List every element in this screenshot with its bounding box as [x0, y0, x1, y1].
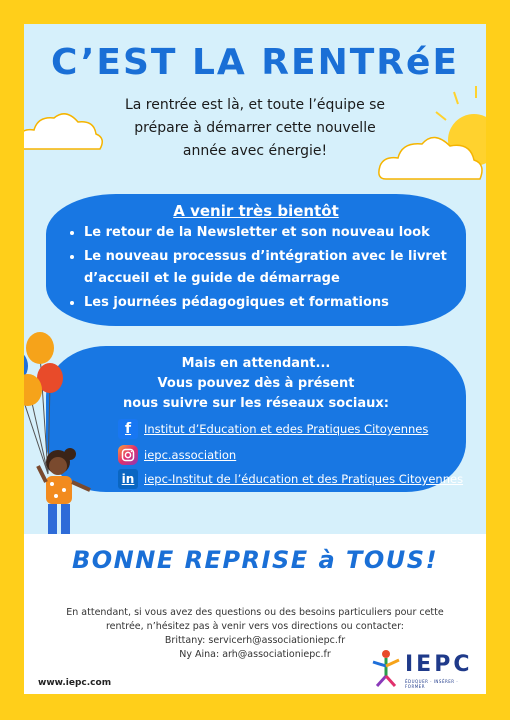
instagram-icon: [118, 445, 138, 465]
social-panel: [46, 346, 466, 492]
closing-band: [24, 534, 486, 596]
footer-line: rentrée, n’hésitez pas à venir vers vos directions ou contacter:: [105, 621, 405, 632]
logo-name: IEPC: [405, 652, 473, 677]
facebook-link[interactable]: [118, 418, 428, 440]
facebook-label: Institut d’Education et edes Pratiques Citoyennes: [144, 422, 429, 436]
upcoming-panel: [46, 194, 466, 326]
upcoming-list: [68, 220, 474, 314]
list-item: • Le retour de la Newsletter et son nouveau look: [84, 222, 474, 244]
intro-line: La rentrée est là, et toute l’équipe se: [124, 97, 386, 113]
facebook-icon: f: [118, 419, 138, 439]
linkedin-link[interactable]: [118, 468, 463, 490]
intro-line: prépare à démarrer cette nouvelle: [134, 120, 376, 136]
instagram-link[interactable]: [118, 444, 236, 466]
social-line: Mais en attendant...: [181, 356, 331, 371]
social-line: nous suivre sur les réseaux sociaux:: [122, 396, 389, 411]
intro-line: année avec énergie!: [182, 143, 328, 159]
website-link[interactable]: www.iepc.com: [38, 678, 112, 688]
logo-tagline: ÉDUQUER · INSÉRER · FORMER: [405, 679, 459, 689]
footer: [24, 596, 486, 694]
footer-line: En attendant, si vous avez des questions ou des besoins particuliers pour cette: [66, 607, 444, 618]
footer-line: Brittany: servicerh@associationiepc.fr: [164, 635, 346, 646]
iepc-logo: [369, 646, 479, 690]
intro-text: [94, 94, 416, 163]
list-item: • Le nouveau processus d’intégration avec le livret d’accueil et le guide de démarrage: [84, 246, 474, 290]
list-item: • Les journées pédagogiques et formations: [84, 292, 474, 314]
social-line: Vous pouvez dès à présent: [157, 376, 355, 391]
page-title: C’EST LA RENTRéE: [50, 42, 460, 83]
linkedin-icon: in: [118, 469, 138, 489]
footer-line: Ny Aina: arh@associationiepc.fr: [179, 649, 331, 660]
instagram-label: iepc.association: [144, 448, 237, 462]
linkedin-label: iepc-Institut de l’éducation et des Pratiques Citoyennes: [144, 472, 464, 486]
sky-background: [24, 24, 486, 534]
social-intro: [46, 354, 466, 414]
cloud-icon: [24, 104, 104, 154]
upcoming-heading: A venir très bientôt: [173, 202, 339, 220]
flyer-page: [24, 24, 486, 694]
closing-message: BONNE REPRISE à TOUS!: [71, 546, 439, 574]
logo-figure-icon: [369, 648, 403, 688]
